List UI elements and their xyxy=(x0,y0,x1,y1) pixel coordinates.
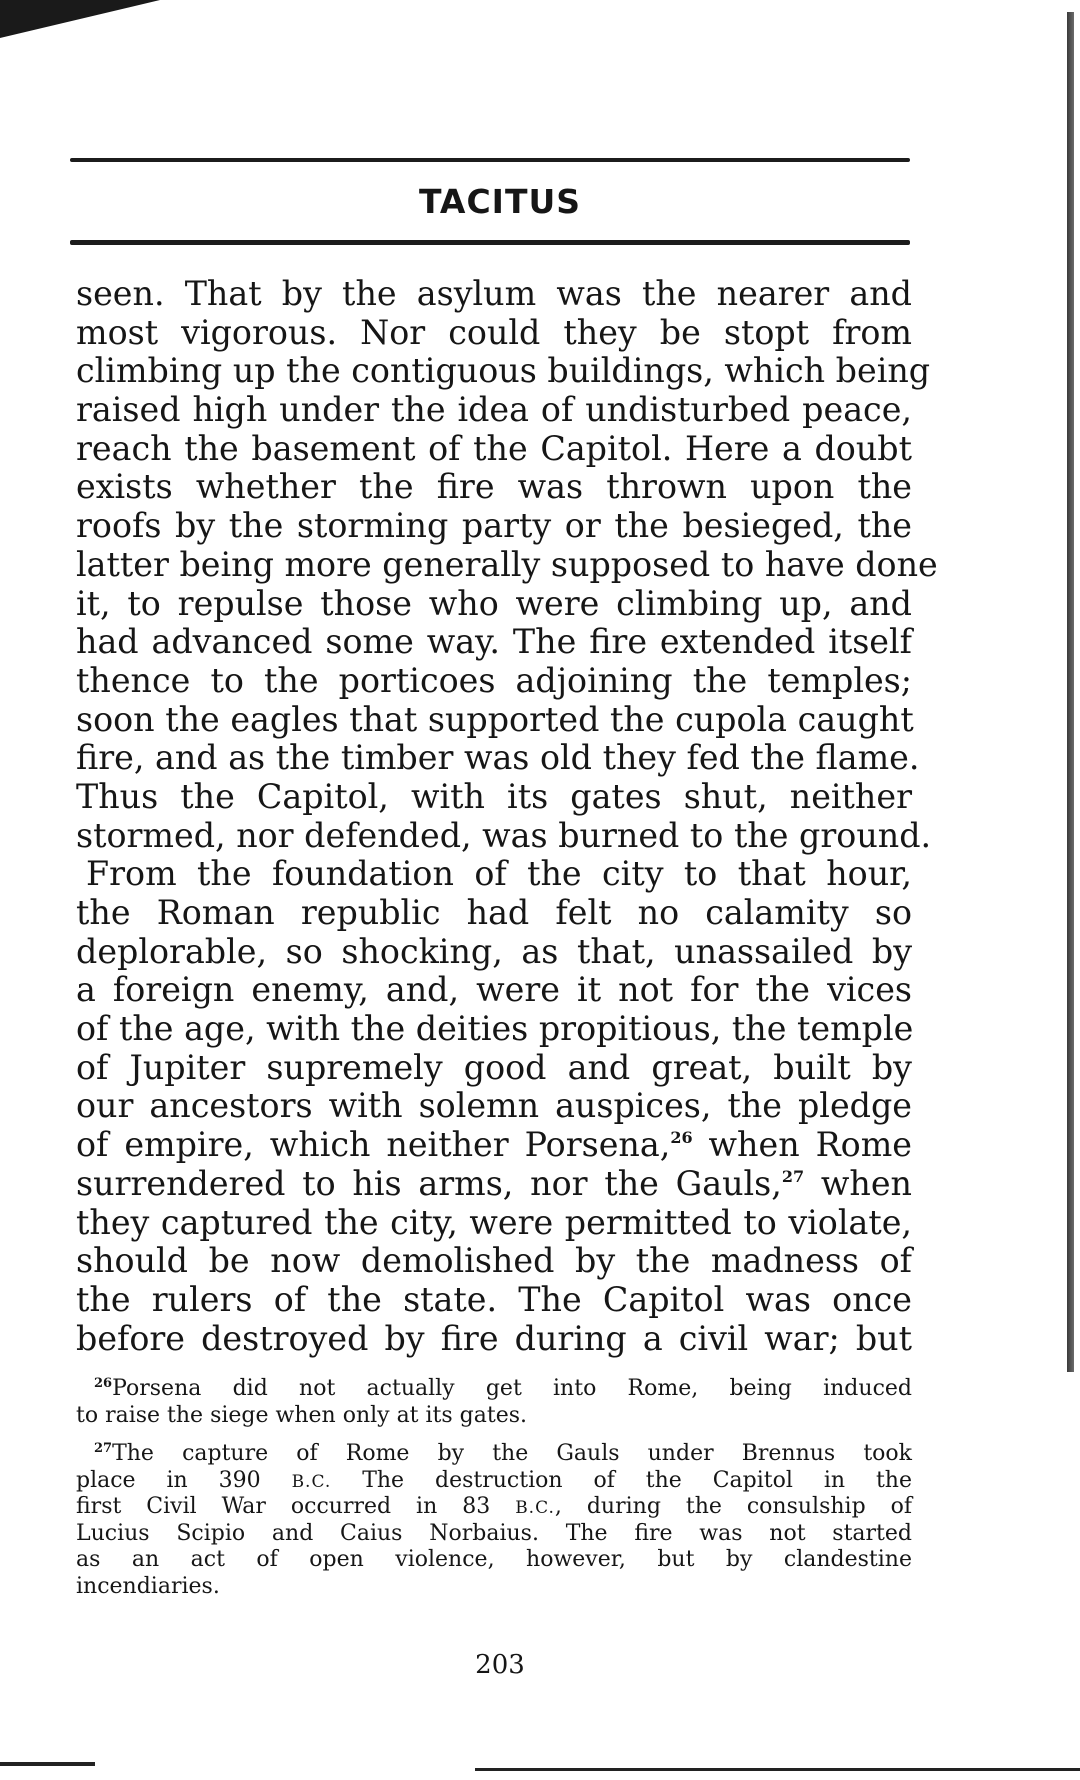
scan-bottom-edge-left xyxy=(0,1762,95,1766)
footnote-line xyxy=(76,1376,912,1403)
footnote-number: 27 xyxy=(94,1441,113,1456)
text-segment: when xyxy=(820,1163,912,1203)
footnote-reference: 27 xyxy=(781,1166,805,1186)
scan-bottom-edge-right xyxy=(475,1768,1080,1771)
text-line: roofs by the storming party or the besieged, the xyxy=(76,506,912,546)
text-line: seen. That by the asylum was the nearer and xyxy=(76,274,912,313)
text-segment: surrendered to his arms, nor the Gauls, xyxy=(76,1163,782,1203)
footnote-line xyxy=(76,1494,912,1521)
running-head: TACITUS xyxy=(418,182,582,221)
text-line: a foreign enemy, and, were it not for the vices xyxy=(76,970,912,1010)
text-line: our ancestors with solemn auspices, the pledge xyxy=(76,1086,912,1126)
footnote-text: The destruction of the Capitol in the xyxy=(362,1467,912,1493)
scan-corner-artifact xyxy=(0,0,160,38)
footnote-reference: 26 xyxy=(670,1128,693,1148)
text-line: stormed, nor defended, was burned to the ground. xyxy=(76,815,932,855)
text-line: exists whether the fire was thrown upon the xyxy=(76,467,912,507)
footnote-number: 26 xyxy=(94,1376,113,1391)
text-line: From the foundation of the city to that hour, xyxy=(86,854,912,894)
text-line: of Jupiter supremely good and great, built by xyxy=(76,1047,912,1087)
header-rule-bottom xyxy=(70,240,910,245)
text-line: it, to repulse those who were climbing up, and xyxy=(76,583,912,623)
footnote-line: Lucius Scipio and Caius Norbaius. The fire was not started xyxy=(76,1520,912,1546)
text-line: should be now demolished by the madness of xyxy=(76,1241,912,1281)
text-line: reach the basement of the Capitol. Here a doubt xyxy=(76,428,912,468)
footnote-text: The capture of Rome by the Gauls under Brennus took xyxy=(112,1441,912,1466)
text-line: climbing up the contiguous buildings, which being xyxy=(76,351,931,391)
footnote-line: as an act of open violence, however, but by clandestine xyxy=(76,1547,912,1572)
page-number: 203 xyxy=(475,1650,525,1680)
footnote-text: , during the consulship of xyxy=(554,1494,913,1519)
text-line: deplorable, so shocking, as that, unassailed by xyxy=(76,931,912,971)
footnote-text: first Civil War occurred in 83 xyxy=(76,1494,491,1519)
footnote-line xyxy=(76,1441,912,1468)
text-line: the Roman republic had felt no calamity so xyxy=(76,893,912,932)
text-line: fire, and as the timber was old they fed the flame. xyxy=(76,738,920,778)
text-line: before destroyed by fire during a civil war; but xyxy=(76,1318,912,1358)
text-segment: of empire, which neither Porsena, xyxy=(76,1125,671,1165)
text-line: latter being more generally supposed to have done xyxy=(76,544,938,584)
text-line xyxy=(76,1165,912,1204)
text-segment: when Rome xyxy=(708,1125,913,1165)
text-line: the rulers of the state. The Capitol was once xyxy=(76,1279,912,1319)
text-line xyxy=(76,1126,912,1165)
footnote-line: incendiaries. xyxy=(76,1573,220,1599)
text-line: Thus the Capitol, with its gates shut, neither xyxy=(76,776,912,816)
footnote-abbreviation: B.C. xyxy=(515,1498,555,1518)
text-line: thence to the porticoes adjoining the temples; xyxy=(76,660,912,700)
footnote-line: to raise the siege when only at its gates. xyxy=(76,1402,528,1428)
scan-page-edge xyxy=(1067,12,1074,1372)
footnote-abbreviation: B.C. xyxy=(291,1471,332,1492)
text-line: of the age, with the deities propitious, the temple xyxy=(76,1009,914,1049)
footnotes xyxy=(76,1376,912,1600)
footnote-text: place in 390 xyxy=(76,1467,261,1493)
body-text xyxy=(76,274,938,1358)
text-line: most vigorous. Nor could they be stopt from xyxy=(76,312,912,352)
text-line: soon the eagles that supported the cupola caught xyxy=(76,699,914,739)
text-line: they captured the city, were permitted to violate, xyxy=(76,1202,912,1242)
footnote-line xyxy=(76,1468,912,1495)
footnote-text: Porsena did not actually get into Rome, being induced xyxy=(112,1376,912,1401)
text-line: raised high under the idea of undisturbed peace, xyxy=(76,390,912,430)
header-rule-top xyxy=(70,158,910,162)
text-line: had advanced some way. The fire extended itself xyxy=(76,622,912,662)
